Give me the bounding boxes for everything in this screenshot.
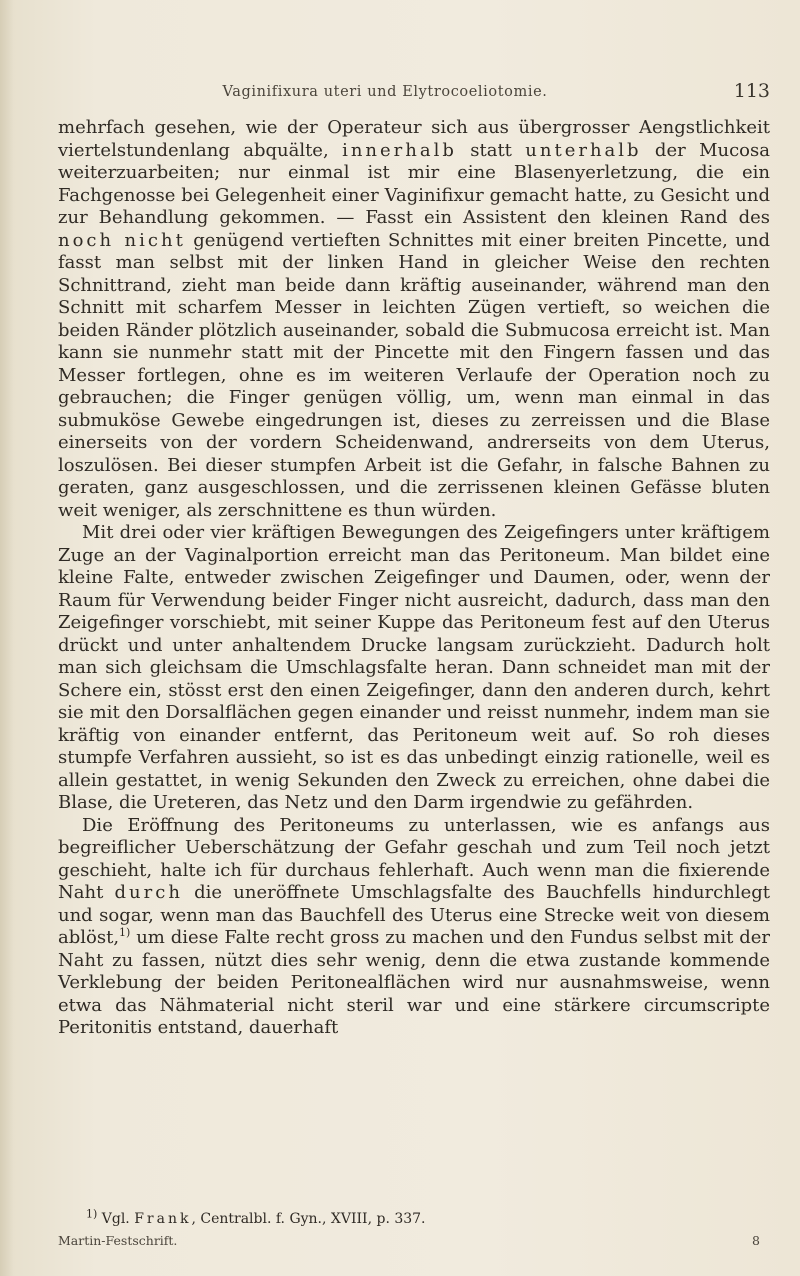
sheet-number: 8 xyxy=(752,1233,760,1248)
page-header xyxy=(60,80,770,110)
text-run: Die Eröffnung des Peritoneums zu unterlassen, wie es anfangs aus begreiflicher Ueberschätzung der Gefahr geschah und zum Teil noch jetzt geschieht, halte ich für durchaus fehlerhaft. Auch wenn man die fixierende Naht xyxy=(58,814,770,903)
text-run: die uneröffnete Umschlagsfalte des Bauchfells hindurchlegt und sogar, wenn man das Bauchfell des Uterus eine Strecke weit von diesem ablöst, xyxy=(58,882,770,948)
page-number: 113 xyxy=(733,80,770,102)
paragraph xyxy=(58,815,770,1040)
footnote: $^{1)}$ Vgl. Frank, Centralbl. f. Gyn., XVIII, p. 337. xyxy=(86,1207,426,1227)
text-run: um diese Falte recht gross zu machen und den Fundus selbst mit der Naht zu fassen, nützt dies sehr wenig, denn die etwa zustande kommende Verklebung der beiden Peritonealflächen wird nur ausnahmsweise, wenn etwa das Nähmaterial nicht steril war und eine stärkere circumscripte Peritonitis entstand, dauerhaft xyxy=(58,927,770,1038)
footnote-author: Frank xyxy=(134,1211,192,1227)
text-run: der Mucosa weiterzuarbeiten; nur einmal ist mir eine Blasenyerletzung, die ein Fachgenosse bei Gelegenheit einer Vaginifixur gemacht hatte, zu Gesicht und zur Behandlung gekommen. — Fasst ein Assistent den kleinen Rand des xyxy=(58,139,770,228)
text-run: genügend vertieften Schnittes mit einer breiten Pincette, und fasst man selbst mit der linken Hand in gleicher Weise den rechten Schnittrand, zieht man beide dann kräftig auseinander, während man den Schnitt mit scharfem Messer in leichten Zügen vertieft, so weichen die beiden Ränder plötzlich auseinander, sobald die Submucosa erreicht ist. Man kann sie nunmehr statt mit der Pincette mit den Fingern fassen und das Messer fortlegen, ohne es im weiteren Verlaufe der Operation noch zu gebrauchen; die Finger genügen völlig, um, wenn man einmal in das submuköse Gewebe eingedrungen ist, dieses zu zerreissen und die Blase einerseits von der vordern Scheidenwand, andrerseits von dem Uterus, loszulösen. Bei dieser stumpfen Arbeit ist die Gefahr, in falsche Bahnen zu geraten, ganz ausgeschlossen, und die zerrissenen kleinen Gefässe bluten weit weniger, als zerschnittene es thun würden. xyxy=(58,229,770,521)
text-run: mehrfach gesehen, wie der Operateur sich aus übergrosser Aengstlichkeit viertelstundenlang abquälte, xyxy=(58,117,770,161)
emphasized-word: noch nicht xyxy=(58,229,186,251)
footnote-marker: 1) xyxy=(86,1207,98,1221)
printer-signature: Martin-Festschrift. xyxy=(58,1233,178,1248)
emphasized-word: unterhalb xyxy=(525,139,642,161)
text-run: statt xyxy=(456,139,526,161)
emphasized-word: durch xyxy=(114,882,183,903)
paragraph xyxy=(58,117,770,522)
footnote-text: , Centralbl. f. Gyn., XVIII, p. 337. xyxy=(191,1211,426,1227)
running-title: Vaginifixura uteri und Elytrocoeliotomie. xyxy=(222,84,548,100)
footnote-reference: 1) xyxy=(119,926,131,939)
paragraph: Mit drei oder vier kräftigen Bewegungen des Zeigefingers unter kräftigem Zuge an der Vaginalportion erreicht man das Peritoneum. Man bildet eine kleine Falte, entweder zwischen Zeigefinger und Daumen, oder, wenn der Raum für Verwendung beider Finger nicht ausreicht, dadurch, dass man den Zeigefinger vorschiebt, mit seiner Kuppe das Peritoneum fest auf den Uterus drückt und unter anhaltendem Drucke langsam zurückzieht. Dadurch holt man sich gleichsam die Umschlagsfalte heran. Dann schneidet man mit der Schere ein, stösst erst den einen Zeigefinger, dann den anderen durch, kehrt sie mit den Dorsalflächen gegen einander und reisst nunmehr, indem man sie kräftig von einander entfernt, das Peritoneum weit auf. So roh dieses stumpfe Verfahren aussieht, so ist es das unbedingt einzig rationelle, weil es allein gestattet, in wenig Sekunden den Zweck zu erreichen, ohne dabei die Blase, die Ureteren, das Netz und den Darm irgendwie zu gefährden. xyxy=(58,522,770,813)
emphasized-word: innerhalb xyxy=(342,139,457,161)
page-gutter-shadow xyxy=(0,0,14,1276)
page-footer xyxy=(58,1233,770,1251)
body-text xyxy=(58,117,770,1040)
